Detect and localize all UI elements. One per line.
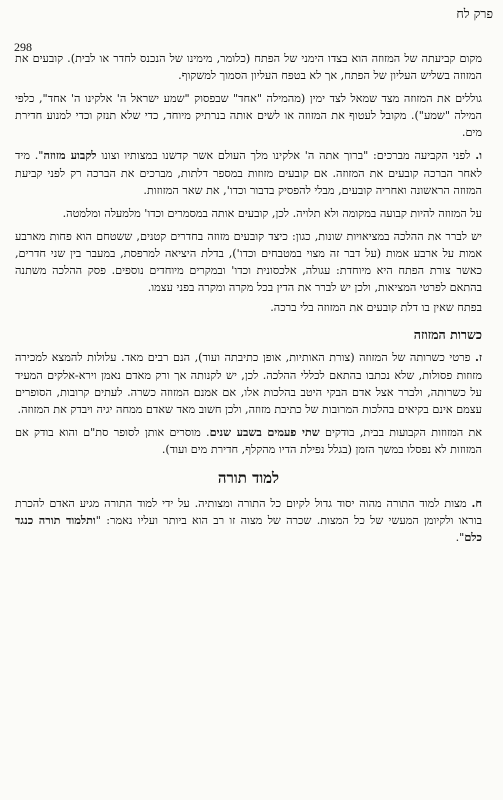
section-kashrut bbox=[15, 349, 482, 417]
section-text: לפני הקביעה מברכים: "ברוך אתה ה' אלקינו מלך העולם אשר קדשנו במצותיו וצונו bbox=[101, 149, 471, 163]
section-blessing bbox=[15, 147, 482, 198]
section-text: ". מיד לאחר הברכה קובעים את המזוזה. אם קובעים מזוזות במספר דלתות, מברכים את הברכה רק לפני קביעת המזוזה הראשונה ואחריה קובעים, מבלי להפסיק בדבור וכדו', את שאר המזוזות. bbox=[15, 149, 482, 197]
paragraph-text-bold: שתי פעמים בשבע שנים bbox=[209, 424, 320, 439]
heading-kashrut: כשרות המזוזה bbox=[413, 327, 482, 343]
section-text-bold: לקבוע מזוזה bbox=[43, 148, 97, 163]
section-text-bold: ותלמוד תורה כנגד כלם bbox=[15, 513, 482, 545]
paragraph-fixing: על המזוזה להיות קבועה במקומה ולא תלויה. לכן, קובעים אותה במסמרים וכדו' מלמעלה ומלמטה. bbox=[62, 206, 482, 220]
paragraph-no-door: בפתח שאין בו דלת קובעים את המזוזה בלי ברכה. bbox=[270, 301, 482, 315]
section-torah bbox=[15, 495, 482, 546]
page-header bbox=[14, 4, 493, 54]
paragraph-checking bbox=[15, 424, 482, 458]
paragraph-text: את המזוזות הקבועות בבית, בודקים bbox=[325, 425, 482, 439]
paragraph-cases: יש לברר את ההלכה במציאויות שונות, כגון: כיצד קובעים מזוזה בחדרים קטנים, ששטחם הוא פחות מארבע אמות על ארבע אמות (על דבר זה מצוי במטבחים וכדו'), בדלת היציאה למרפסת, במעבר בין שני חדרים, כאשר צורת הפתח היא מיוחדת: עגולה, אלכסונית וכדו' ובמקרים מיוחדים נוספים. פסק ההלכה משתנה בהתאם לפרטי המציאות, ולכן יש לברר את הדין בכל מקרה ומקרה בפני עצמו. bbox=[15, 229, 482, 295]
page-body bbox=[15, 50, 482, 794]
section-number: ז. bbox=[474, 350, 482, 365]
chapter-title: פרק לח bbox=[456, 6, 493, 21]
section-text: ". bbox=[455, 531, 465, 545]
page-number: 298 bbox=[14, 40, 32, 54]
heading-torah-study: למוד תורה bbox=[217, 468, 280, 487]
section-number: ח. bbox=[471, 496, 482, 511]
section-text: פרטי כשרותה של המזוזה (צורת האותיות, אופן כתיבתה ועוד), הנם רבים מאד. עלולות להמצא למכירה מזוזות פסולות, שלא נכתבו בהתאם לכללי ההלכה. לכן, יש לקנותה אך ורק מאדם נאמן וירא-אלקים המעיד על כשרותה, ולברר אצל אדם הבקי היטב בהלכות אלו, אם אמנם המזוזה כשרה. לעתים קרובות, הסופרים עצמם אינם בקיאים בהלכות המרובות של כתיבת מזוזה, ולכן חשוב מאד שאדם ממחה יגיה ויבדק את המזוזה. bbox=[15, 351, 482, 416]
paragraph-rolling: גוללים את המזוזה מצד שמאל לצד ימין (מהמילה "אחד" שבפסוק "שמע ישראל ה' אלקינו ה' אחד", כלפי המילה "שמע"). מקובל לעטוף את המזוזה או לשים אותה בנרתיק מיוחד, כדי שלא תנזק וכדי למנוע חדירת מים. bbox=[15, 92, 482, 140]
section-number: ו. bbox=[475, 148, 482, 163]
paragraph-mezuzah-location: מקום קביעתה של המזוזה הוא בצדו הימני של הפתח (כלומר, מימינו של הנכנס לחדר או לבית). קובעים את המזוזה בשליש העליון של הפתח, אך לא בטפח העליון הסמוך למשקוף. bbox=[15, 52, 482, 83]
paragraph-text: . מוסרים אותן לסופר סת"ם והוא בודק אם המזוזות לא נפסלו במשך הזמן (בגלל נפילת הדיו מהקלף, חדירת מים ועוד). bbox=[15, 425, 482, 456]
section-text: מצות למוד התורה מהוה יסוד גדול לקיום כל התורה ומצותיה. על ידי למוד התורה מגיע האדם להכרת בוראו ולקיומן המעשי של כל המצות. שכרה של מצוה זו רב הוא ביותר ועליו נאמר: " bbox=[15, 497, 482, 528]
